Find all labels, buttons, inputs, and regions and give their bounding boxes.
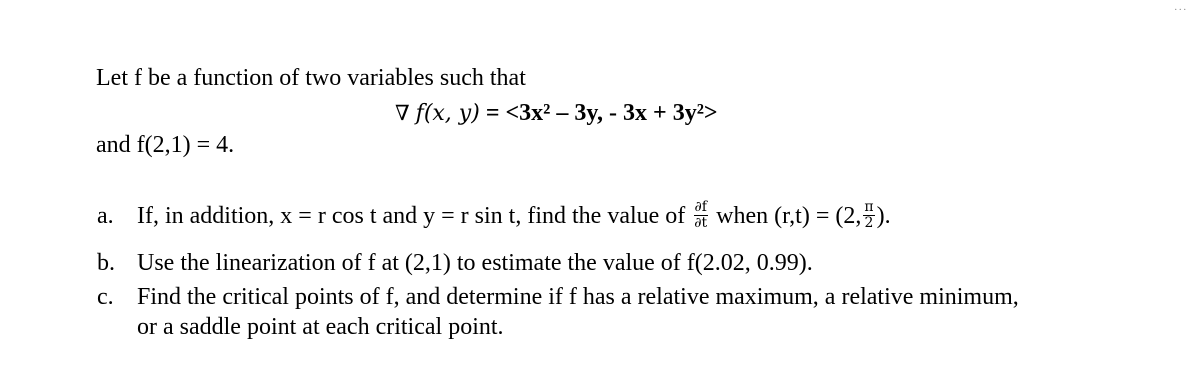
- pi-over-two-fraction: [863, 200, 874, 231]
- part-a: [97, 199, 891, 233]
- part-b-marker: b.: [97, 250, 115, 276]
- condition-text: and f(2,1) = 4.: [96, 132, 235, 158]
- part-b-text: Use the linearization of f at (2,1) to estimate the value of f(2.02, 0.99).: [137, 250, 813, 276]
- part-a-marker: a.: [97, 203, 114, 230]
- partial-derivative-denominator: ∂t: [694, 215, 708, 231]
- corner-dots: ...: [1174, 2, 1188, 13]
- gradient-function: f(x, y): [415, 101, 480, 126]
- pi-numerator: π: [864, 199, 874, 215]
- intro-text: Let f be a function of two variables such that: [96, 65, 526, 91]
- partial-derivative-fraction: [693, 200, 708, 231]
- part-c-continuation: or a saddle point at each critical point.: [137, 314, 504, 340]
- part-a-text-before: If, in addition, x = r cos t and y = r sin t, find the value of: [137, 203, 686, 230]
- nabla-symbol: ∇: [395, 101, 410, 125]
- gradient-rhs: = <3x² – 3y, - 3x + 3y²>: [485, 100, 718, 126]
- part-a-text-middle: when (r,t) = (2,: [716, 203, 862, 230]
- part-a-text-after: ).: [876, 203, 891, 230]
- pi-denominator: 2: [864, 215, 874, 231]
- part-c-marker: c.: [97, 284, 114, 310]
- partial-derivative-numerator: ∂f: [694, 199, 707, 215]
- part-c: [97, 283, 1019, 311]
- part-b: [97, 249, 813, 277]
- part-c-text-line1: Find the critical points of f, and determine if f has a relative maximum, a relative minimum,: [137, 284, 1019, 310]
- gradient-equation: [395, 99, 718, 128]
